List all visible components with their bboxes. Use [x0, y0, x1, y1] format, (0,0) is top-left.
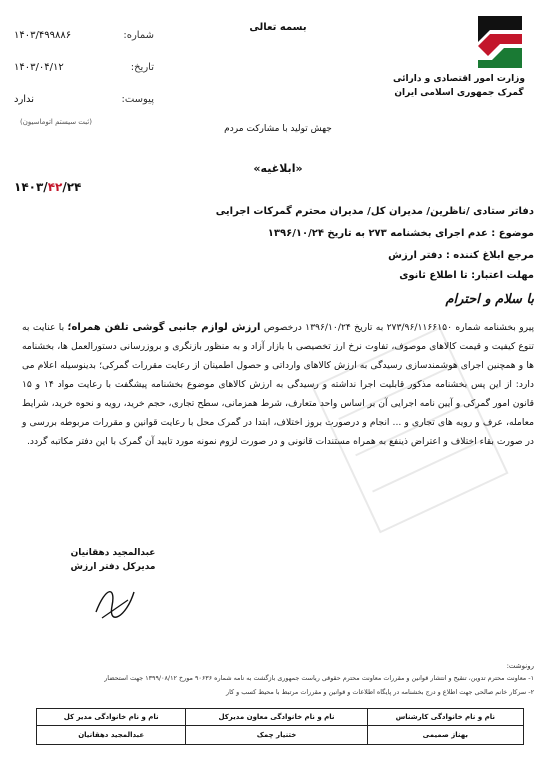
ministry-name: وزارت امور اقتصادی و دارائی — [393, 74, 525, 84]
subject: موضوع : عدم اجرای بخشنامه ۲۷۳ به تاریخ ۱۳۹۶/۱۰/۲۴ — [267, 228, 534, 239]
attachment-row — [14, 94, 154, 105]
table-header-row — [37, 709, 524, 726]
ministry-block — [384, 72, 534, 100]
name-deputy: ختنیار چمک — [186, 726, 367, 745]
name-director: عبدالمجید دهقانیان — [37, 726, 186, 745]
slogan: جهش تولید با مشارکت مردم — [224, 124, 332, 134]
attachment-value: ندارد — [14, 94, 35, 105]
letter-number-row — [14, 30, 154, 41]
attachment-label: پیوست: — [121, 94, 154, 105]
number-label: شماره: — [123, 30, 154, 41]
letter-date-row — [14, 62, 154, 73]
body-paragraph — [22, 318, 534, 451]
document-title: «ابلاغیه» — [253, 162, 303, 175]
bismillah-heading: بسمه تعالی — [249, 22, 307, 33]
signature-scribble-icon — [92, 582, 138, 622]
ref-display — [14, 180, 81, 194]
table-row — [37, 726, 524, 745]
automation-note: (ثبت سیستم اتوماسیون) — [20, 118, 92, 126]
cc-label: رونوشت: — [506, 662, 534, 670]
signatories-table — [36, 708, 524, 745]
number-value: ۱۴۰۳/۴۹۹۸۸۶ — [14, 30, 72, 41]
body-intro: پیرو بخشنامه شماره ۲۷۳/۹۶/۱۱۶۶۱۵۰ به تاریخ ۱۳۹۶/۱۰/۲۴ درخصوص — [263, 322, 535, 333]
signature-block — [58, 546, 168, 574]
name-expert: بهناز صمیمی — [367, 726, 523, 745]
ref-prefix: ۱۴۰۳/ — [14, 180, 48, 194]
signer-title: مدیرکل دفتر ارزش — [70, 562, 156, 572]
header-expert: نام و نام خانوادگی کارشناس — [367, 709, 523, 726]
body-bold-subject: ارزش لوازم جانبی گوشی تلفن همراه؛ — [67, 322, 261, 333]
header-director: نام و نام خانوادگی مدیر کل — [37, 709, 186, 726]
reference-number — [14, 180, 81, 194]
date-value: ۱۴۰۳/۰۴/۱۲ — [14, 62, 64, 73]
body-rest: با عنایت به تنوع کیفیت و قیمت کالاهای موصوف، تفاوت نرخ ارز تخصیصی با بازار آزاد و به منظور بازنگری و بروزرسانی دستورالعمل ها، بخشنامه ها و همچنین اجرای هوشمندسازی رسیدگی به ارزش کالاهای وارداتی و حصول اطمینان از رعایت مقررات گمرکی؛ بدینوسیله اعلام می دارد: از این پس بخشنامه مذکور قابلیت اجرا نداشته و رسیدگی به ارزش کالاهای موضوع بخشنامه پیشگفت با رعایت مواد ۱۴ و ۱۵ قانون امور گمرکی و آیین نامه اجرایی آن بر اساس واحد متعارف، شرط همزمانی، سطح تجاری، حجم خرید، رویه و نحوه خرید، شرایط معامله، عرف و رویه های تجاری و ... انجام و درصورت بروز اختلاف، ابتدا در گمرک محل با رعایت قوانین و مقررات مربوطه بررسی و در صورت بقاء اختلاف و اعتراض ذینفع به همراه مستندات قانونی و در صورت لزوم نمونه مورد تایید آن گمرک با این دفتر مکاتبه گردد. — [22, 322, 535, 447]
greeting: با سلام و احترام — [445, 292, 534, 307]
customs-logo-icon — [470, 10, 530, 74]
issuing-authority: مرجع ابلاغ کننده : دفتر ارزش — [388, 250, 534, 261]
date-label: تاریخ: — [130, 62, 154, 73]
cc-line-1: ۱- معاونت محترم تدوین، تنقیح و انتشار قوانین و مقررات معاونت محترم حقوقی ریاست جمهوری بازگشت به نامه شماره ۹۰۶۳۶ مورخ ۱۳۹۹/۰۸/۱۲ جهت استحضار — [104, 674, 534, 682]
validity-period: مهلت اعتبار: تا اطلاع ثانوی — [399, 270, 534, 281]
ref-end: /۲۴ — [62, 180, 82, 194]
signer-name: عبدالمجید دهقانیان — [70, 548, 156, 558]
header-deputy: نام و نام خانوادگی معاون مدیرکل — [186, 709, 367, 726]
customs-name: گمرک جمهوری اسلامی ایران — [394, 88, 524, 98]
recipients: دفاتر ستادی /ناظرین/ مدیران کل/ مدیران محترم گمرکات اجرایی — [215, 206, 534, 217]
cc-line-2: ۲- سرکار خانم صالحی جهت اطلاع و درج بخشنامه در پایگاه اطلاعات و قوانین و مقررات مرتبط با محیط کسب و کار — [225, 688, 534, 696]
ref-mid: ۴۲ — [47, 180, 63, 194]
